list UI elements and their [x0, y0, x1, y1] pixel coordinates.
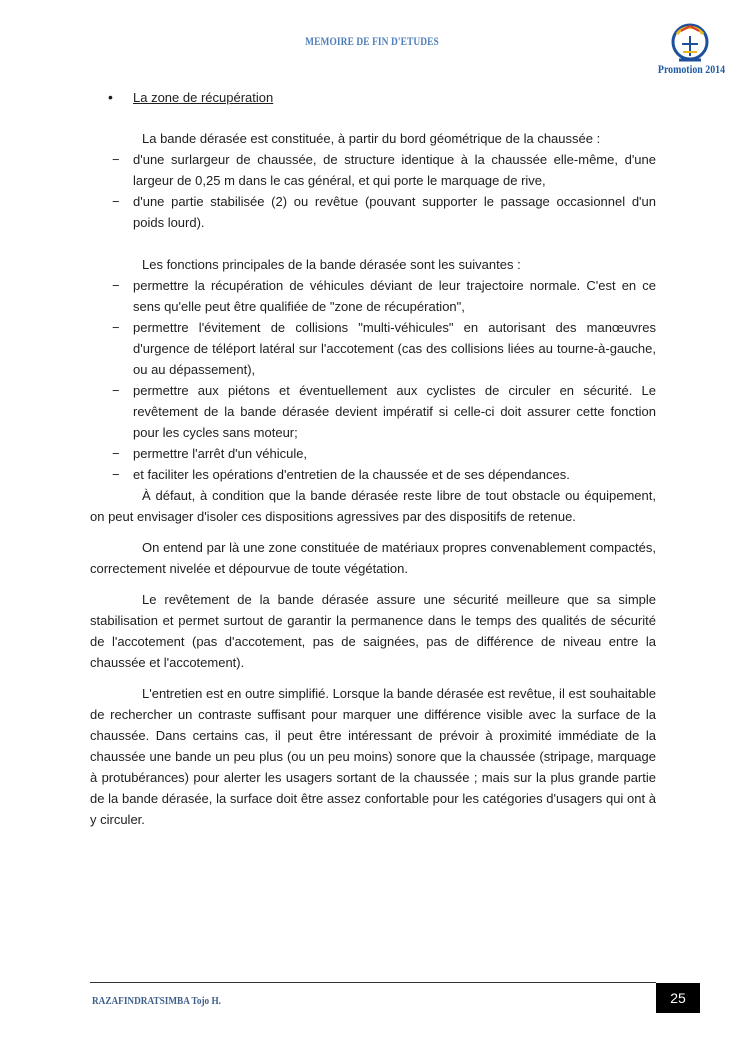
list-item: − permettre aux piétons et éventuellement aux cyclistes de circuler en sécurité. Le revêtement de la bande dérasée devient impératif si celle-ci doit assurer cette fonction pour les cycles sans moteur;	[90, 380, 656, 443]
section-heading	[90, 87, 656, 108]
composition-list	[90, 149, 656, 233]
list-item: − permettre l'arrêt d'un véhicule,	[90, 443, 656, 464]
bullet-icon: •	[108, 89, 113, 105]
footer-author: RAZAFINDRATSIMBA Tojo H.	[92, 996, 221, 1007]
functions-intro: Les fonctions principales de la bande dérasée sont les suivantes :	[142, 257, 521, 272]
promotion-label: Promotion 2014	[657, 64, 725, 76]
footer-divider	[90, 982, 656, 983]
header-title: MEMOIRE DE FIN D'ETUDES	[305, 36, 439, 48]
intro-paragraph: La bande dérasée est constituée, à partir du bord géométrique de la chaussée :	[142, 131, 601, 146]
dash-icon: −	[112, 446, 120, 461]
list-item: − d'une partie stabilisée (2) ou revêtue (pouvant supporter le passage occasionnel d'un poids lourd).	[90, 191, 656, 233]
paragraph: Le revêtement de la bande dérasée assure une sécurité meilleure que sa simple stabilisation et permet surtout de garantir la permanence dans le temps des qualités de sécurité de l'accotement (pas d'accotement, pas de saignées, pas de différence de niveau entre la chaussée et l'accotement).	[90, 592, 656, 670]
dash-icon: −	[112, 467, 120, 482]
dash-icon: −	[112, 383, 120, 398]
paragraph: On entend par là une zone constituée de matériaux propres convenablement compactés, correctement nivelée et dépourvue de toute végétation.	[90, 540, 656, 576]
list-item: − et faciliter les opérations d'entretien de la chaussée et de ses dépendances.	[90, 464, 656, 485]
list-item: − d'une surlargeur de chaussée, de structure identique à la chaussée elle-même, d'une largeur de 0,25 m dans le cas général, et qui porte le marquage de rive,	[90, 149, 656, 191]
section-heading-text: La zone de récupération	[133, 90, 274, 105]
dash-icon: −	[112, 194, 120, 209]
page-number: 25	[656, 983, 700, 1013]
dash-icon: −	[112, 320, 120, 335]
list-item: − permettre la récupération de véhicules déviant de leur trajectoire normale. C'est en ce sens qu'elle peut être qualifiée de "zone de récupération",	[90, 275, 656, 317]
dash-icon: −	[112, 152, 120, 167]
paragraph: L'entretien est en outre simplifié. Lorsque la bande dérasée est revêtue, il est souhaitable de rechercher un contraste suffisant pour marquer une différence visible avec la surface de la chaussée. Dans certains cas, il peut être intéressant de prévoir à proximité immédiate de la chaussée une bande un peu plus (ou un peu moins) sonore que la chaussée (stripage, marquage à protubérances) pour alerter les usagers sortant de la chaussée ; mais sur la plus grande partie de la bande dérasée, la surface doit être assez confortable pour les catégories d'usagers qui ont à y circuler.	[90, 686, 656, 827]
school-emblem-icon	[669, 22, 711, 66]
paragraph: À défaut, à condition que la bande dérasée reste libre de tout obstacle ou équipement, on peut envisager d'isoler ces dispositions agressives par des dispositifs de retenue.	[90, 488, 656, 524]
functions-list	[90, 275, 656, 485]
list-item: − permettre l'évitement de collisions "multi-véhicules" en autorisant des manœuvres d'urgence de téléport latéral sur l'accotement (cas des collisions liées au tourne-à-gauche, ou au dépassement),	[90, 317, 656, 380]
document-body	[90, 87, 656, 830]
dash-icon: −	[112, 278, 120, 293]
